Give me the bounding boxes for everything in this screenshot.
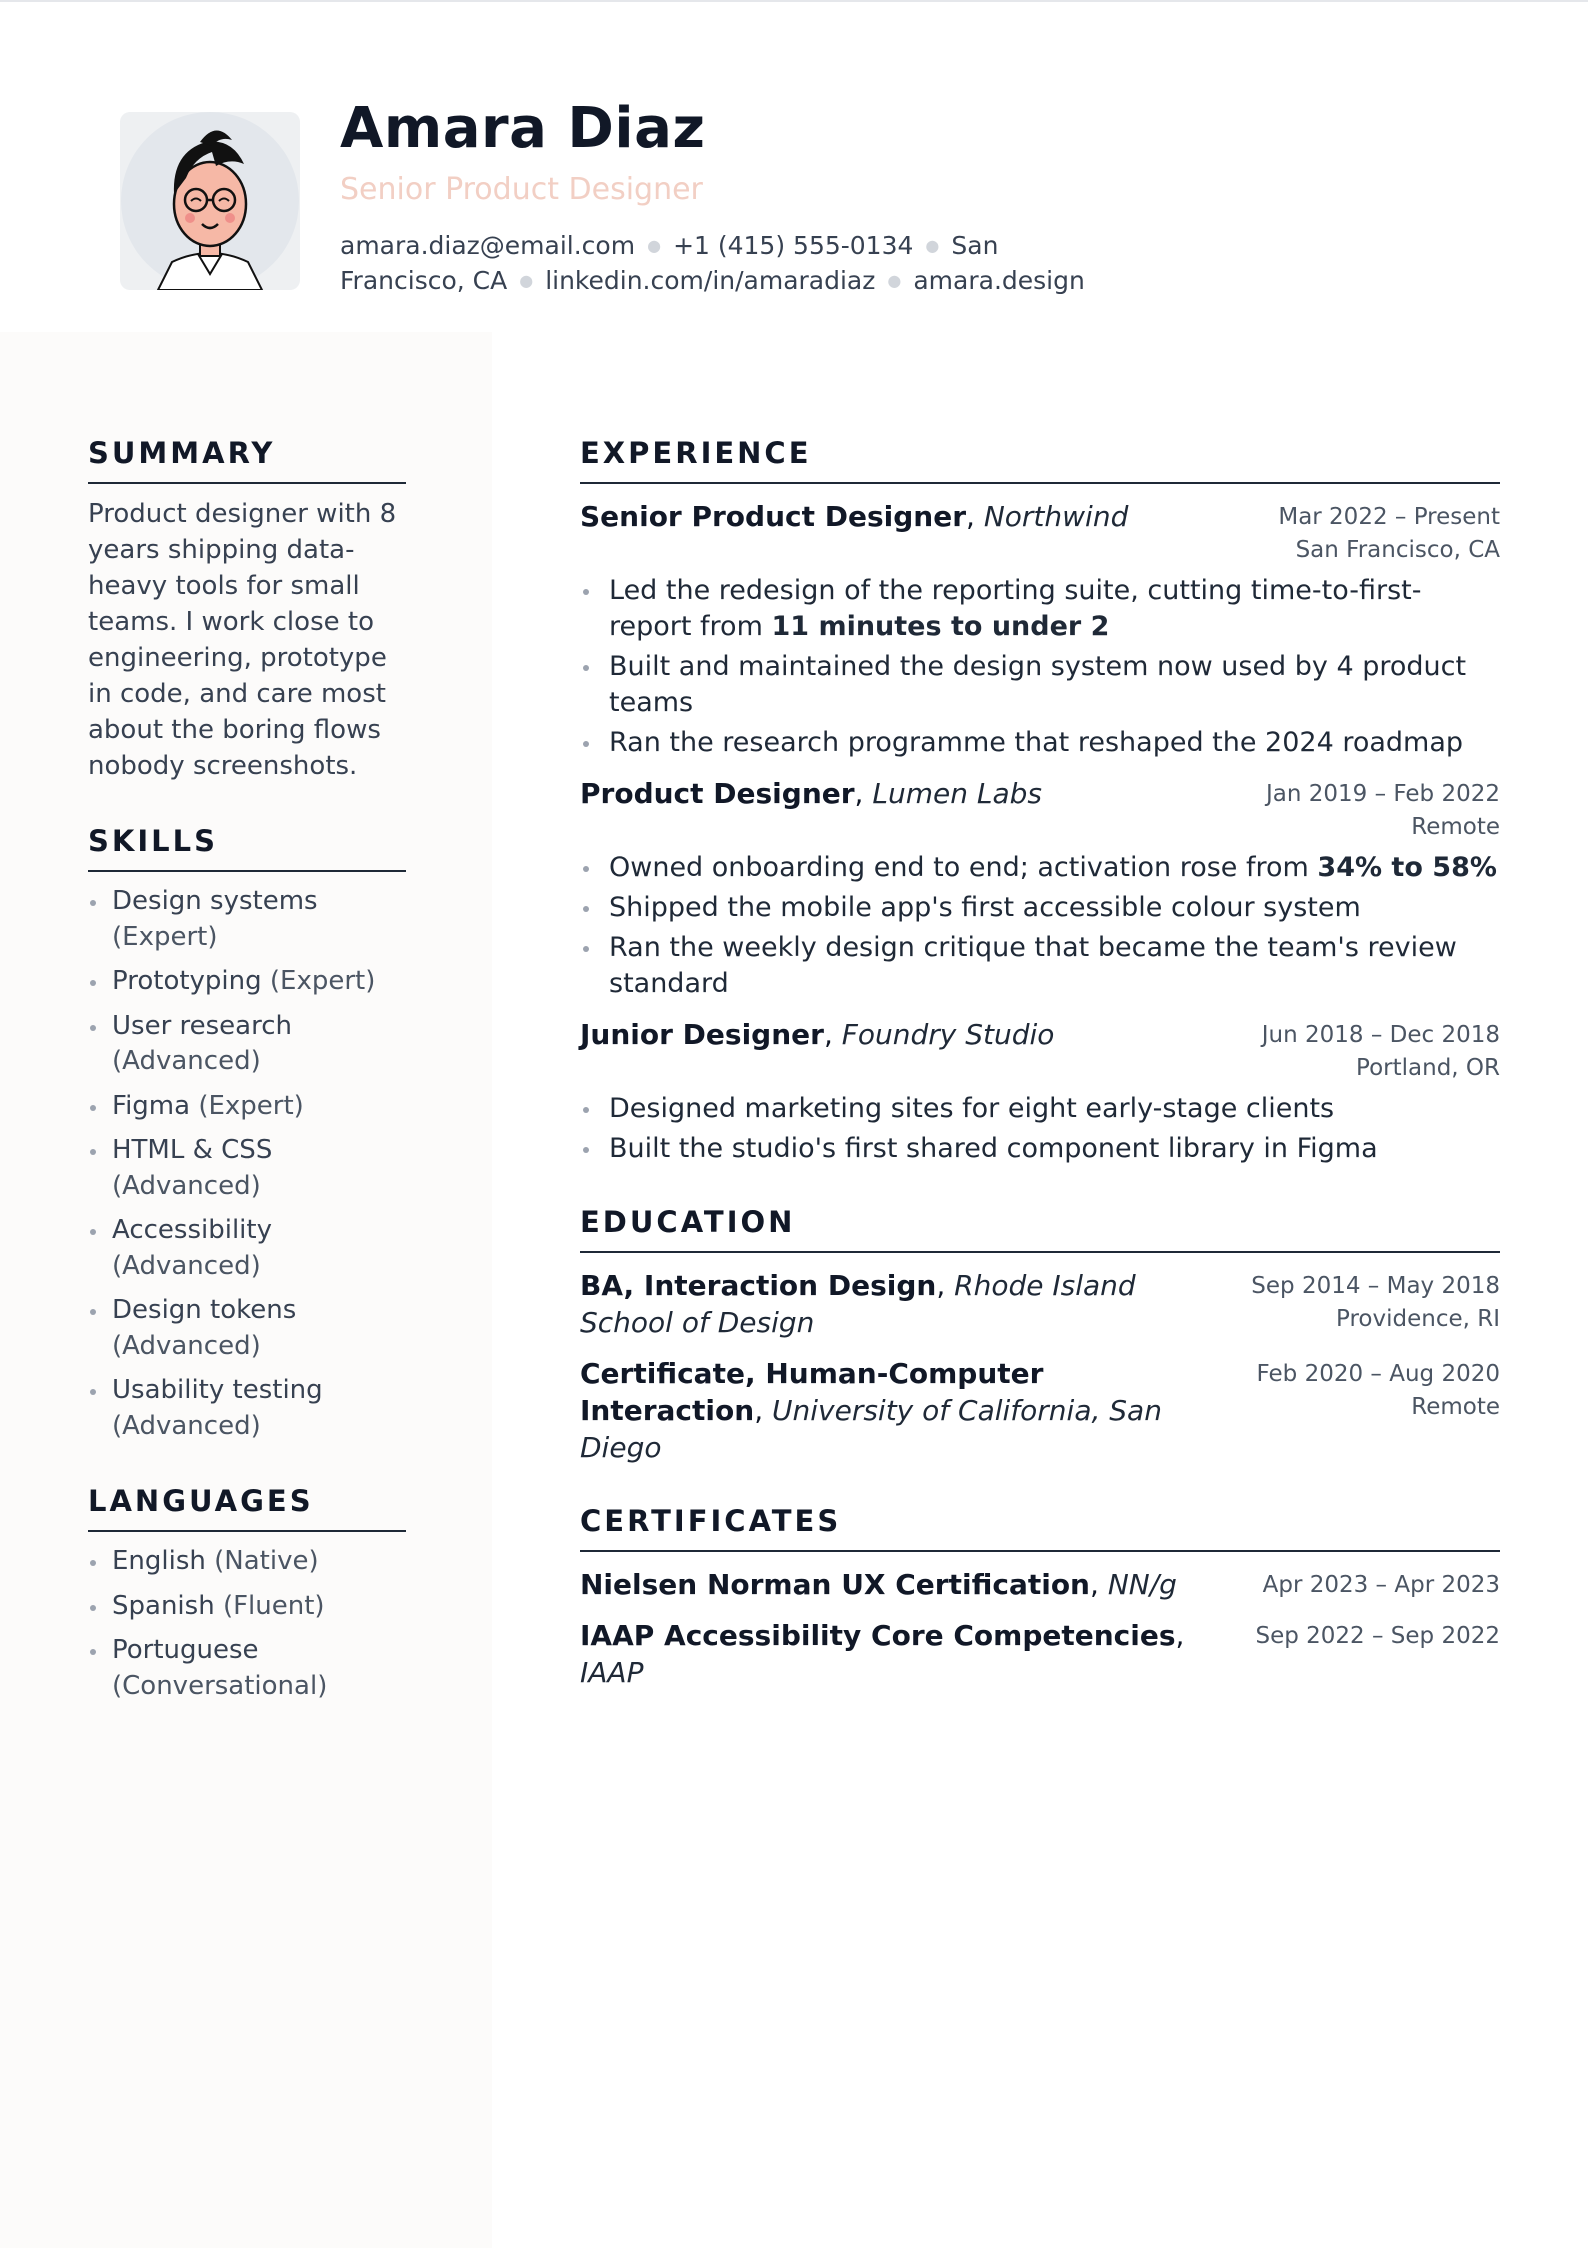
candidate-role: Senior Product Designer <box>340 172 703 207</box>
skill-level: (Advanced) <box>112 1046 261 1076</box>
experience-title: EXPERIENCE <box>580 436 1500 484</box>
certificates-title: CERTIFICATES <box>580 1504 1500 1552</box>
education-school: University of California, San Diego <box>580 1394 1162 1464</box>
separator-dot-icon: ● <box>647 236 662 255</box>
job-location: Portland, OR <box>1356 1055 1500 1081</box>
job-title: Product Designer <box>580 777 855 810</box>
bullet-highlight: 34% to 58% <box>1317 852 1497 883</box>
certificate-entry <box>580 1617 1500 1691</box>
education-location: Providence, RI <box>1336 1306 1500 1332</box>
job-company: Lumen Labs <box>872 777 1042 810</box>
education-entry <box>580 1267 1500 1341</box>
job-heading: Junior Designer, Foundry Studio <box>580 1018 1055 1051</box>
education-dates: Sep 2014 – May 2018 <box>1251 1273 1500 1299</box>
skill-level: (Expert) <box>198 1090 304 1121</box>
skill-level: (Advanced) <box>112 1250 261 1281</box>
job-meta <box>1262 1016 1500 1085</box>
job-entry <box>580 775 1500 1002</box>
certificates-section <box>580 1504 1500 1691</box>
job-bullet <box>580 1091 1500 1127</box>
job-title: Junior Designer <box>580 1018 824 1051</box>
contact-phone[interactable]: +1 (415) 555-0134 <box>673 231 914 260</box>
avatar-illustration-icon <box>120 112 300 290</box>
education-meta <box>1257 1355 1500 1424</box>
job-entry <box>580 1016 1500 1167</box>
job-meta <box>1266 775 1500 844</box>
job-bullet <box>580 930 1500 1002</box>
education-location: Remote <box>1411 1394 1500 1420</box>
bullet-text: Built and maintained the design system now used by 4 product teams <box>609 651 1467 718</box>
skill-name: Design systems <box>112 886 318 916</box>
bullet-text: Ran the weekly design critique that became the team's review standard <box>609 932 1457 999</box>
certificate-heading: IAAP Accessibility Core Competencies, IAAP <box>580 1619 1185 1689</box>
education-dates: Feb 2020 – Aug 2020 <box>1256 1361 1500 1387</box>
language-item <box>88 1633 406 1704</box>
language-item <box>88 1589 406 1625</box>
job-dates: Mar 2022 – Present <box>1278 504 1500 530</box>
certificate-issuer: NN/g <box>1107 1568 1177 1601</box>
language-level: (Native) <box>214 1546 319 1576</box>
language-level: (Fluent) <box>222 1590 325 1621</box>
main-content <box>580 436 1500 1691</box>
education-degree: Certificate, Human-Computer Interaction <box>580 1357 1044 1427</box>
skills-section <box>88 824 406 1444</box>
job-location: Remote <box>1411 814 1500 840</box>
contact-linkedin[interactable]: linkedin.com/in/amaradiaz <box>545 266 876 295</box>
contact-email[interactable]: amara.diaz@email.com <box>340 231 636 260</box>
skill-item <box>88 964 406 1000</box>
job-bullet <box>580 725 1500 761</box>
skill-item <box>88 1133 406 1204</box>
job-dates: Jun 2018 – Dec 2018 <box>1261 1022 1500 1048</box>
job-title: Senior Product Designer <box>580 500 967 533</box>
contact-line <box>340 228 1130 298</box>
language-name: English <box>112 1546 206 1576</box>
job-dates: Jan 2019 – Feb 2022 <box>1266 781 1500 807</box>
job-heading: Senior Product Designer, Northwind <box>580 500 1129 533</box>
education-degree: BA, Interaction Design <box>580 1269 937 1302</box>
bullet-text: Ran the research programme that reshaped the 2024 roadmap <box>609 727 1464 758</box>
certificate-dates: Sep 2022 – Sep 2022 <box>1255 1623 1500 1649</box>
job-entry <box>580 498 1500 761</box>
summary-text: Product designer with 8 years shipping data-heavy tools for small teams. I work close to engineering, prototype in code, and care most about the boring flows nobody screenshots. <box>88 499 397 781</box>
languages-list <box>88 1544 406 1704</box>
bullet-text: Designed marketing sites for eight early-stage clients <box>609 1093 1335 1124</box>
summary-title: SUMMARY <box>88 436 406 484</box>
education-section <box>580 1205 1500 1466</box>
languages-title: LANGUAGES <box>88 1484 406 1532</box>
education-school: Rhode Island School of Design <box>580 1269 1136 1339</box>
skill-name: Prototyping <box>112 966 262 996</box>
skill-item <box>88 1213 406 1284</box>
education-meta <box>1251 1267 1500 1336</box>
skill-level: (Advanced) <box>112 1330 261 1361</box>
certificate-entry <box>580 1566 1500 1603</box>
education-heading: Certificate, Human-Computer Interaction, University of California, San Diego <box>580 1357 1162 1464</box>
candidate-name: Amara Diaz <box>340 96 706 161</box>
experience-section <box>580 436 1500 1167</box>
job-bullet <box>580 1131 1500 1167</box>
certificate-heading: Nielsen Norman UX Certification, NN/g <box>580 1568 1177 1601</box>
job-location: San Francisco, CA <box>1295 537 1500 563</box>
languages-section <box>88 1484 406 1704</box>
certificate-dates: Apr 2023 – Apr 2023 <box>1262 1572 1500 1598</box>
certificate-name: IAAP Accessibility Core Competencies <box>580 1619 1176 1652</box>
skill-level: (Advanced) <box>112 1410 261 1441</box>
skill-name: Accessibility <box>112 1215 272 1245</box>
job-bullets <box>580 1091 1500 1167</box>
education-entry <box>580 1355 1500 1466</box>
skill-item <box>88 1009 406 1080</box>
job-bullet <box>580 573 1500 645</box>
contact-website[interactable]: amara.design <box>913 266 1085 295</box>
skill-name: Figma <box>112 1090 191 1121</box>
separator-dot-icon: ● <box>887 271 902 290</box>
bullet-text: Led the redesign of the reporting suite, cutting time-to-first-report from <box>609 575 1422 642</box>
language-item <box>88 1544 406 1580</box>
job-heading: Product Designer, Lumen Labs <box>580 777 1042 810</box>
bullet-highlight: 11 minutes to under 2 <box>771 611 1110 642</box>
bullet-text: Owned onboarding end to end; activation rose from <box>609 852 1318 883</box>
job-bullets <box>580 573 1500 761</box>
language-level: (Conversational) <box>112 1670 328 1701</box>
bullet-text: Built the studio's first shared component library in Figma <box>609 1133 1378 1164</box>
contact-location: San Francisco, CA <box>340 231 999 295</box>
summary-section <box>88 436 406 784</box>
certificate-name: Nielsen Norman UX Certification <box>580 1568 1090 1601</box>
language-name: Spanish <box>112 1590 215 1621</box>
skill-name: User research <box>112 1010 293 1041</box>
avatar <box>120 112 300 290</box>
resume-header <box>0 0 1588 332</box>
skill-name: Design tokens <box>112 1295 297 1325</box>
skills-list <box>88 884 406 1444</box>
job-bullet <box>580 890 1500 926</box>
separator-dot-icon: ● <box>519 271 534 290</box>
skill-level: (Expert) <box>269 966 376 996</box>
job-bullets <box>580 850 1500 1002</box>
skill-item <box>88 884 406 955</box>
skill-level: (Advanced) <box>112 1170 261 1201</box>
skill-item <box>88 1293 406 1364</box>
sidebar <box>0 332 492 2248</box>
skill-name: Usability testing <box>112 1375 323 1405</box>
education-heading: BA, Interaction Design, Rhode Island School of Design <box>580 1269 1136 1339</box>
job-company: Foundry Studio <box>841 1018 1055 1051</box>
language-name: Portuguese <box>112 1635 259 1665</box>
skill-level: (Expert) <box>112 921 218 952</box>
job-bullet <box>580 850 1500 886</box>
skill-item <box>88 1373 406 1444</box>
job-bullet <box>580 649 1500 721</box>
job-meta <box>1278 498 1500 567</box>
skills-title: SKILLS <box>88 824 406 872</box>
education-title: EDUCATION <box>580 1205 1500 1253</box>
certificate-issuer: IAAP <box>580 1656 644 1689</box>
skill-item <box>88 1089 406 1125</box>
bullet-text: Shipped the mobile app's first accessible colour system <box>609 892 1361 923</box>
separator-dot-icon: ● <box>925 236 940 255</box>
job-company: Northwind <box>983 500 1129 533</box>
skill-name: HTML & CSS <box>112 1135 273 1165</box>
